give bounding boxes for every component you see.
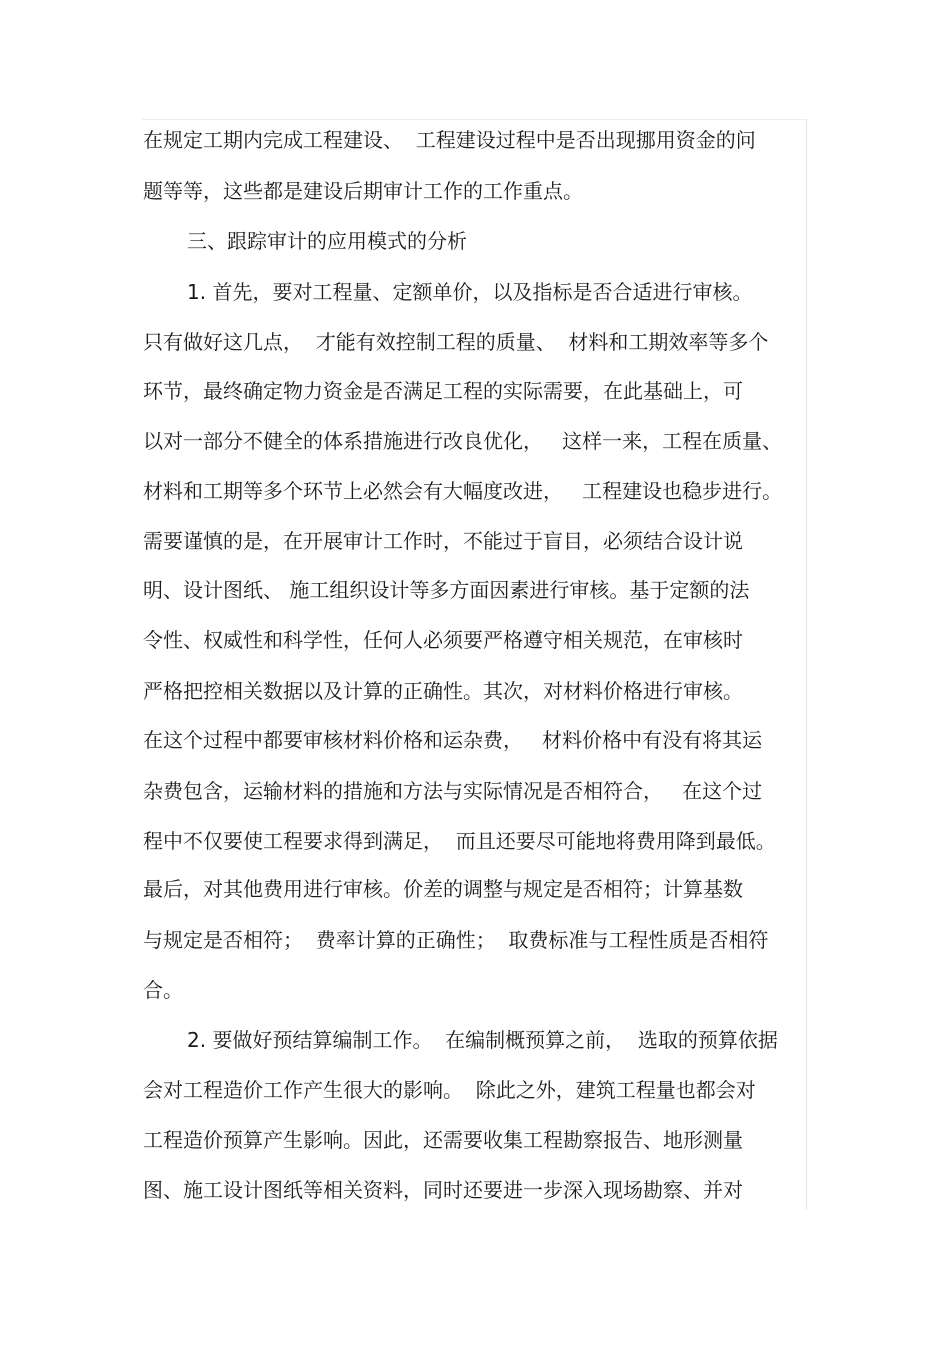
page-frame-top-border [142, 119, 807, 120]
text-line: 在规定工期内完成工程建设、 工程建设过程中是否出现挪用资金的问 [143, 128, 756, 152]
text-line: 明、设计图纸、 施工组织设计等多方面因素进行审核。基于定额的法 [143, 578, 750, 602]
text-line: 会对工程造价工作产生很大的影响。 除此之外，建筑工程量也都会对 [143, 1078, 756, 1102]
text-line: 杂费包含，运输材料的措施和方法与实际情况是否相符合， 在这个过 [143, 779, 763, 803]
text-line: 只有做好这几点， 才能有效控制工程的质量、 材料和工期效率等多个 [143, 330, 769, 354]
text-line: 合。 [143, 978, 183, 1002]
text-line: 工程造价预算产生影响。因此，还需要收集工程勘察报告、地形测量 [143, 1128, 743, 1152]
text-line: 环节，最终确定物力资金是否满足工程的实际需要，在此基础上，可 [143, 379, 743, 403]
section-heading: 三、跟踪审计的应用模式的分析 [187, 229, 467, 253]
text-line: 以对一部分不健全的体系措施进行改良优化， 这样一来，工程在质量、 [143, 429, 783, 453]
text-line: 严格把控相关数据以及计算的正确性。其次，对材料价格进行审核。 [143, 679, 743, 703]
text-line: 需要谨慎的是，在开展审计工作时，不能过于盲目，必须结合设计说 [143, 529, 743, 553]
text-line: 令性、权威性和科学性，任何人必须要严格遵守相关规范，在审核时 [143, 628, 743, 652]
text-line: 程中不仅要使工程要求得到满足， 而且还要尽可能地将费用降到最低。 [143, 829, 776, 853]
numbered-paragraph-start: 1. 首先，要对工程量、定额单价，以及指标是否合适进行审核。 [187, 280, 753, 304]
text-line: 图、施工设计图纸等相关资料，同时还要进一步深入现场勘察、并对 [143, 1178, 743, 1202]
text-line: 题等等，这些都是建设后期审计工作的工作重点。 [143, 179, 583, 203]
text-line: 材料和工期等多个环节上必然会有大幅度改进， 工程建设也稳步进行。 [143, 479, 783, 503]
text-line: 最后，对其他费用进行审核。价差的调整与规定是否相符；计算基数 [143, 877, 743, 901]
text-line: 在这个过程中都要审核材料价格和运杂费， 材料价格中有没有将其运 [143, 728, 763, 752]
numbered-paragraph-start: 2. 要做好预结算编制工作。 在编制概预算之前， 选取的预算依据 [187, 1028, 778, 1052]
page-frame-right-border [806, 120, 807, 1210]
text-line: 与规定是否相符； 费率计算的正确性； 取费标准与工程性质是否相符 [143, 928, 769, 952]
